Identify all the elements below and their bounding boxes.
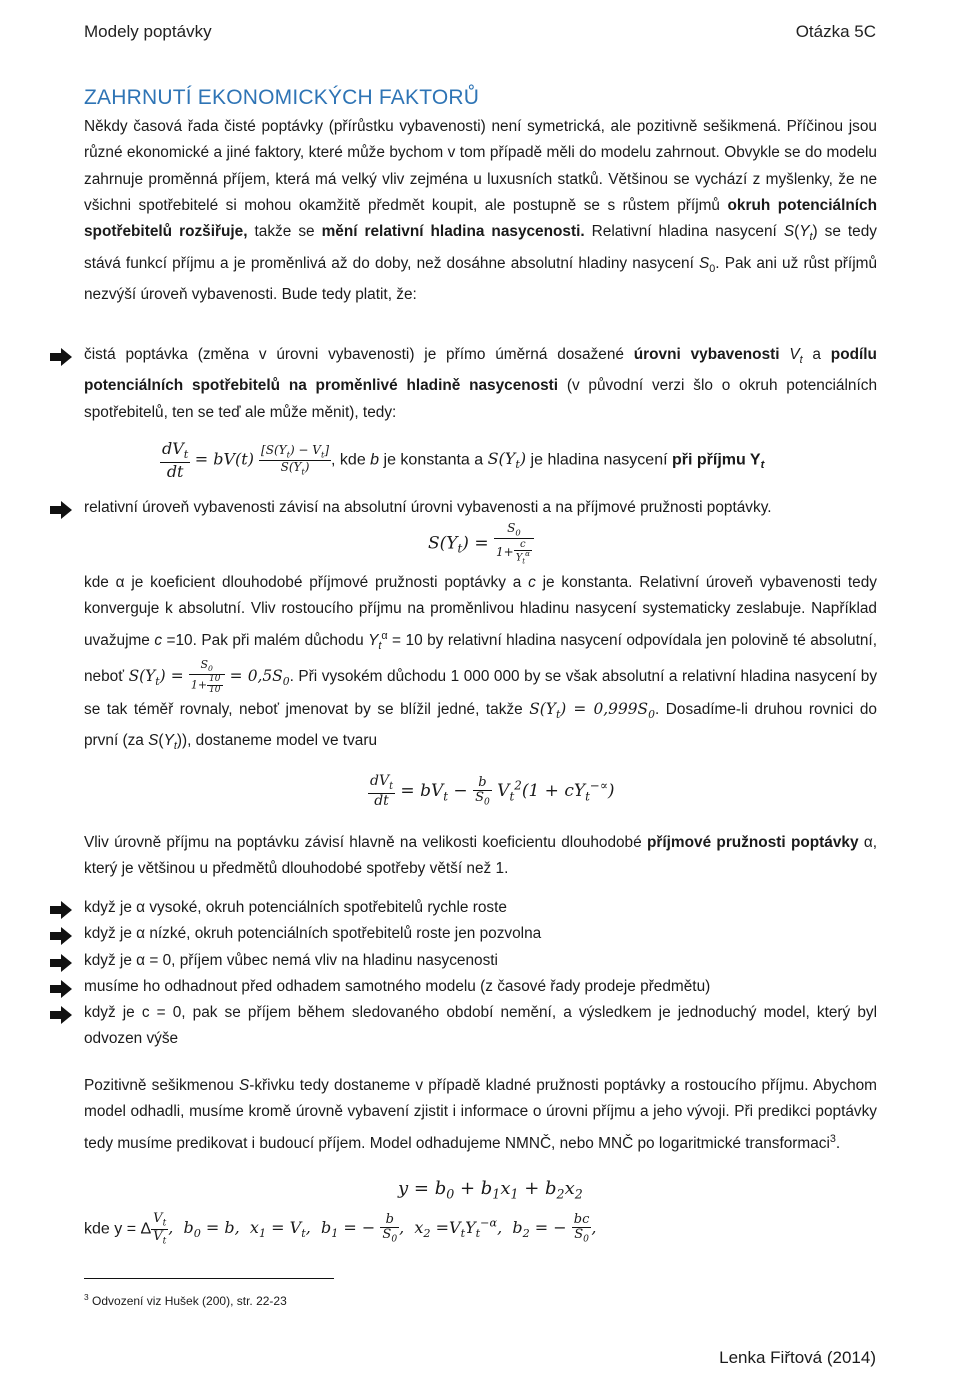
list-item: když je α vysoké, okruh potenciálních spotřebitelů rychle roste (48, 895, 877, 921)
right-arrow-icon (48, 497, 74, 523)
list-item: když je α nízké, okruh potenciálních spotřebitelů roste jen pozvolna (48, 921, 877, 947)
regression-equation: $y = b_0 + b_1x_1 + b_2x_2$ (398, 1178, 583, 1202)
bullet-item: relativní úroveň vybavenosti závisí na absolutní úrovni vybavenosti a na příjmové pružnosti poptávky. (48, 495, 877, 521)
equation-2: $S(Y_t)$ = $S_0$ 1+ $\frac{c}{Y_t^\alpha}$ (428, 522, 534, 566)
paragraph-4: Pozitivně sešikmenou S-křivku tedy dostaneme v případě kladné pružnosti poptávky a rostoucího příjmu. Abychom model odhadli, musíme kromě úrovně vybavení zjistit i informace o úrovni příjmu a jeho vývoji. Při predikci poptávky tedy musíme predikovat i budoucí příjem. Model odhadujeme NMNČ, nebo MNČ po logaritmické transformaci$^3$. (84, 1077, 878, 1152)
paragraph-3: Vliv úrovně příjmu na poptávku závisí hlavně na velikosti koeficientu dlouhodobé příjmové pružnosti poptávky α, který je většinou u předmětů dlouhodobé spotřeby větší než 1. (84, 834, 877, 878)
equation-3: $\frac{dV_t}{dt}$ = $bV_t$ − $\frac{b}{S_0}$ $V_t^2(1 + cY_t^{-\propto})$ (370, 773, 615, 809)
bullet-item: čistá poptávka (změna v úrovni vybavenosti) je přímo úměrná dosažené úrovni vybavenosti $V_t$ a podílu potenciálních spotřebitelů na proměnlivé hladině nasycenosti (v původní verzi šlo o okruh potenciálních spotřebitelů, ten se teď ale může měnit), tedy: (48, 342, 877, 426)
right-arrow-icon (48, 923, 74, 949)
intro-paragraph: Někdy časová řada čisté poptávky (přírůstku vybavenosti) není symetrická, ale pozitivně sešikmená. Příčinou jsou různé ekonomické a jiné faktory, které může bychom v tom případě měli do modelu zahrnout. Obvykle se do modelu zahrnuje proměnná příjem, která má velký vliv zejména u luxusních statků. Většinou se vychází z myšlenky, že ne všichni spotřebitelé si mohou okamžitě předmět koupit, ale postupně se s růstem příjmů okruh potenciálních spotřebitelů rozšiřuje, takže se mění relativní hladina nasycenosti. Relativní hladina nasycení $S(Y_t)$ se tedy stává funkcí příjmu a je proměnlivá až do doby, než dosáhne absolutní hladiny nasycení $S_0$. Pak ani už růst příjmů nezvýší úroveň vybavenosti. Bude tedy platit, že: (84, 118, 878, 303)
section-heading: ZAHRNUTÍ EKONOMICKÝCH FAKTORŮ (84, 86, 480, 109)
header-right: Otázka 5C (795, 22, 876, 41)
list-item: když je α = 0, příjem vůbec nemá vliv na hladinu nasycenosti (48, 948, 877, 974)
right-arrow-icon (48, 950, 74, 976)
definitions-row: kde y = Δ $\frac{V_t}{V_t}$ , $b_0 = b$, $x_1 = V_t$, $b_1$ = − $\frac{b}{S_0}$ , $x_2 =V_tY_t^{-\alpha}$, $b_2$ = − $\frac{bc}{S_0}$ , (84, 1211, 597, 1247)
right-arrow-icon (48, 976, 74, 1002)
right-arrow-icon (48, 897, 74, 923)
footnote: $^3$ Odvození viz Hušek (200), str. 22-23 (84, 1292, 287, 1308)
footer-author: Lenka Fiřtová (2014) (719, 1348, 876, 1367)
footnote-divider (84, 1278, 334, 1279)
paragraph-2: kde α je koeficient dlouhodobé příjmové pružnosti poptávky a c je konstanta. Relativní úroveň vybavenosti tedy konverguje k absolutní. Vliv rostoucího příjmu na proměnlivou hladinu nasycení systematicky zeslabuje. Například uvažujme c =10. Pak při malém důchodu $Y_t^\alpha = 10$ by relativní hladina nasycení odpovídala jen polovině té absolutní, neboť $S(Y_t)$ = $S_0$ 1+ $\frac{10}{10}$ = $0,5S_0$. Při vysokém důchodu 1 000 000 by se však absolutní a relativní hladina nasycení by se tak téměř rovnaly, neboť jmenovat by se blížil jedné, takže $S(Y_t) = 0,999S_0$. Dosadíme-li druhou rovnici do první (za $S(Y_t)$), dostaneme model ve tvaru (84, 574, 878, 753)
list-item: když je c = 0, pak se příjem během sledovaného období nemění, a výsledkem je jednoduchý model, který byl odvozen výše (48, 1000, 877, 1053)
equation-1: $\frac{dV_t}{dt}$ = bV(t) $\frac{[S(Y_t) - V_t]}{S(Y_t)}$ , kde b je konstanta a $S(Y_t)$ je hladina nasycení při příjmu $Y_t$ (162, 439, 765, 481)
arrow-list (48, 895, 877, 1053)
right-arrow-icon (48, 344, 74, 370)
header-left: Modely poptávky (84, 22, 212, 41)
right-arrow-icon (48, 1002, 74, 1028)
list-item: musíme ho odhadnout před odhadem samotného modelu (z časové řady prodeje předmětu) (48, 974, 877, 1000)
